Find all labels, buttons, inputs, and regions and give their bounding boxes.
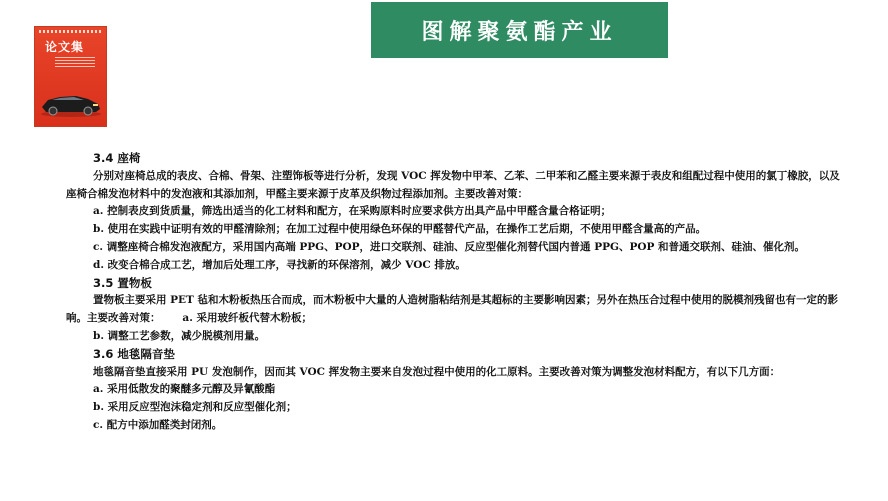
parcel-shelf-measure-b: b. 调整工艺参数，减少脱模剂用量。 xyxy=(93,329,266,342)
carpet-pad-measure-c: c. 配方中添加醛类封闭剂。 xyxy=(93,418,223,431)
car-illustration xyxy=(38,87,103,117)
article-body xyxy=(66,150,846,435)
carpet-pad-measure-a: a. 采用低散发的聚醚多元醇及异氰酸酯 xyxy=(93,383,276,396)
carpet-pad-intro-paragraph: 地毯隔音垫直接采用 PU 发泡制作，因而其 VOC 挥发物主要来自发泡过程中使用的化工原料。主要改善对策为调整发泡材料配方，有以下几方面： xyxy=(93,365,781,378)
section-heading-parcel-shelf: 3.5 置物板 xyxy=(93,275,152,290)
cover-header-line xyxy=(39,30,102,33)
seats-measure-b: b. 使用在实践中证明有效的甲醛清除剂；在加工过程中使用绿色环保的甲醛替代产品，在操作工艺后期，不使用甲醛含量高的产品。 xyxy=(93,223,707,236)
section-heading-carpet-pad: 3.6 地毯隔音垫 xyxy=(93,346,175,361)
seats-measure-d: d. 改变合棉合成工艺，增加后处理工序，寻找新的环保溶剂，减少 VOC 排放。 xyxy=(93,258,466,271)
seats-measure-a: a. 控制表皮到货质量，筛选出适当的化工材料和配方，在采购原料时应要求供方出具产品中甲醛含量合格证明； xyxy=(93,205,612,218)
cover-subtitle-lines xyxy=(55,57,95,67)
cover-title: 论文集 xyxy=(45,40,85,54)
journal-cover-image xyxy=(35,27,106,126)
carpet-pad-measure-b: b. 采用反应型泡沫稳定剂和反应型催化剂； xyxy=(93,401,297,414)
parcel-shelf-intro-paragraph: 置物板主要采用 PET 毡和木粉板热压合而成，而木粉板中大量的人造树脂粘结剂是其超标的主要影响因素；另外在热压合过程中使用的脱模剂残留也有一定的影响。主要改善对策： a. 采用玻纤板代替木粉板； xyxy=(66,294,839,325)
seats-intro-paragraph: 分别对座椅总成的表皮、合棉、骨架、注塑饰板等进行分析，发现 VOC 挥发物中甲苯、乙苯、二甲苯和乙醛主要来源于表皮和组配过程中使用的氯丁橡胶，以及座椅合棉发泡材料中的发泡液和其添加剂，甲醛主要来源于皮革及织物过程添加剂。主要改善对策： xyxy=(66,169,840,200)
seats-measure-c: c. 调整座椅合棉发泡液配方，采用国内高端 PPG、POP，进口交联剂、硅油、反应型催化剂替代国内普通 PPG、POP 和普通交联剂、硅油、催化剂。 xyxy=(93,240,806,253)
title-banner xyxy=(371,2,668,58)
section-heading-seats: 3.4 座椅 xyxy=(93,151,141,165)
banner-title: 图解聚氨酯产业 xyxy=(421,19,618,45)
